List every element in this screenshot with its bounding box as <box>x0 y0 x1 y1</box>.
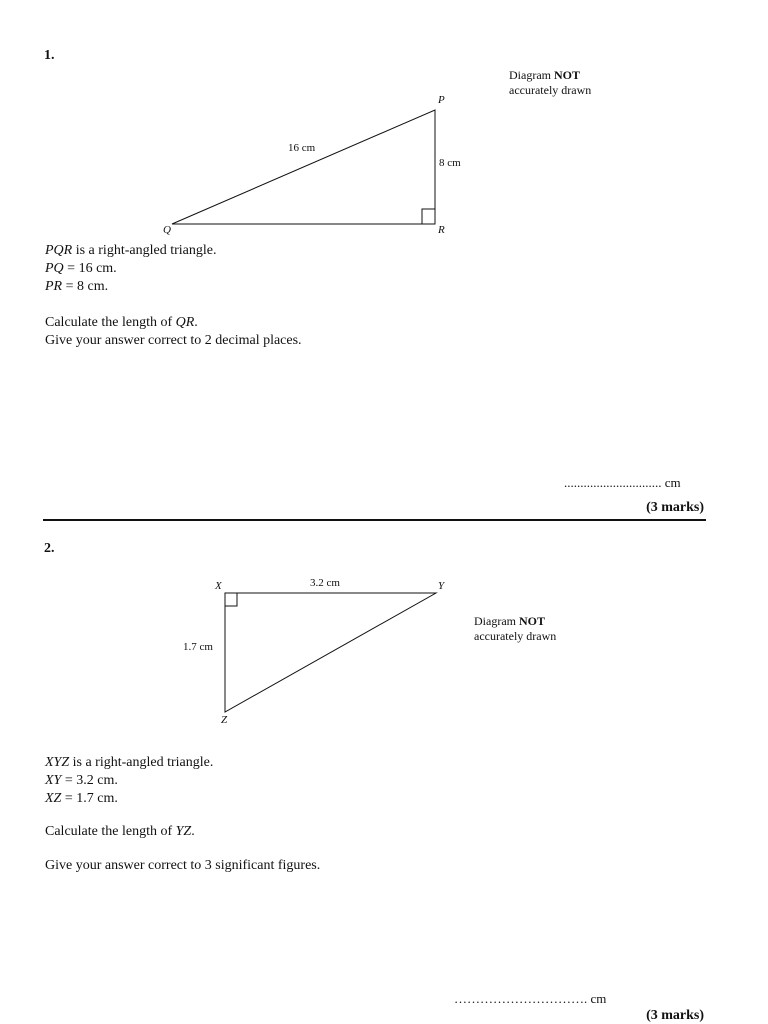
q2-right-angle-mark <box>225 593 237 606</box>
q2-note-emph: NOT <box>518 614 545 628</box>
q1-statement-2: PQ = 16 cm. <box>45 261 117 276</box>
q2-length-xy: 3.2 cm <box>310 577 340 589</box>
q1-statement-1: PQR is a right-angled triangle. <box>45 243 217 258</box>
q1-instruction: Give your answer correct to 2 decimal places. <box>45 333 302 348</box>
q2-statement-1: XYZ is a right-angled triangle. <box>45 755 214 770</box>
q1-vertex-p: P <box>438 94 445 106</box>
q2-vertex-x: X <box>215 580 222 592</box>
q2-note-prefix: Diagram <box>474 614 519 628</box>
question-2-number: 2. <box>44 541 55 556</box>
q1-question: Calculate the length of QR. <box>45 315 198 330</box>
q2-triangle <box>225 593 436 712</box>
q2-answer-line[interactable] <box>454 991 606 1007</box>
q1-answer-dots[interactable]: .............................. <box>564 475 662 490</box>
q1-marks: (3 marks) <box>646 500 704 515</box>
q2-statement-3: XZ = 1.7 cm. <box>45 791 118 806</box>
q2-answer-unit: cm <box>590 991 607 1006</box>
q2-answer-dots[interactable]: …………………………. <box>454 991 588 1006</box>
q2-note-line2: accurately drawn <box>474 629 557 643</box>
q1-note-prefix: Diagram <box>509 68 554 82</box>
q1-length-pr: 8 cm <box>439 157 461 169</box>
q2-vertex-y: Y <box>438 580 445 592</box>
q1-vertex-q: Q <box>163 224 171 236</box>
q2-marks: (3 marks) <box>646 1008 704 1023</box>
q2-length-xz: 1.7 cm <box>183 641 213 653</box>
q1-statement-3: PR = 8 cm. <box>45 279 109 294</box>
q2-vertex-z: Z <box>221 714 228 726</box>
q2-statements <box>45 754 213 808</box>
q1-note-line2: accurately drawn <box>509 83 592 97</box>
q1-length-pq: 16 cm <box>288 142 316 154</box>
question-1-number: 1. <box>44 48 55 63</box>
q2-question: Calculate the length of YZ. <box>45 824 195 839</box>
q2-statement-2: XY = 3.2 cm. <box>45 773 118 788</box>
q2-instruction: Give your answer correct to 3 significant figures. <box>45 858 321 873</box>
q1-answer-unit: cm <box>664 475 681 490</box>
q1-note-emph: NOT <box>553 68 580 82</box>
q1-vertex-r: R <box>438 224 445 236</box>
